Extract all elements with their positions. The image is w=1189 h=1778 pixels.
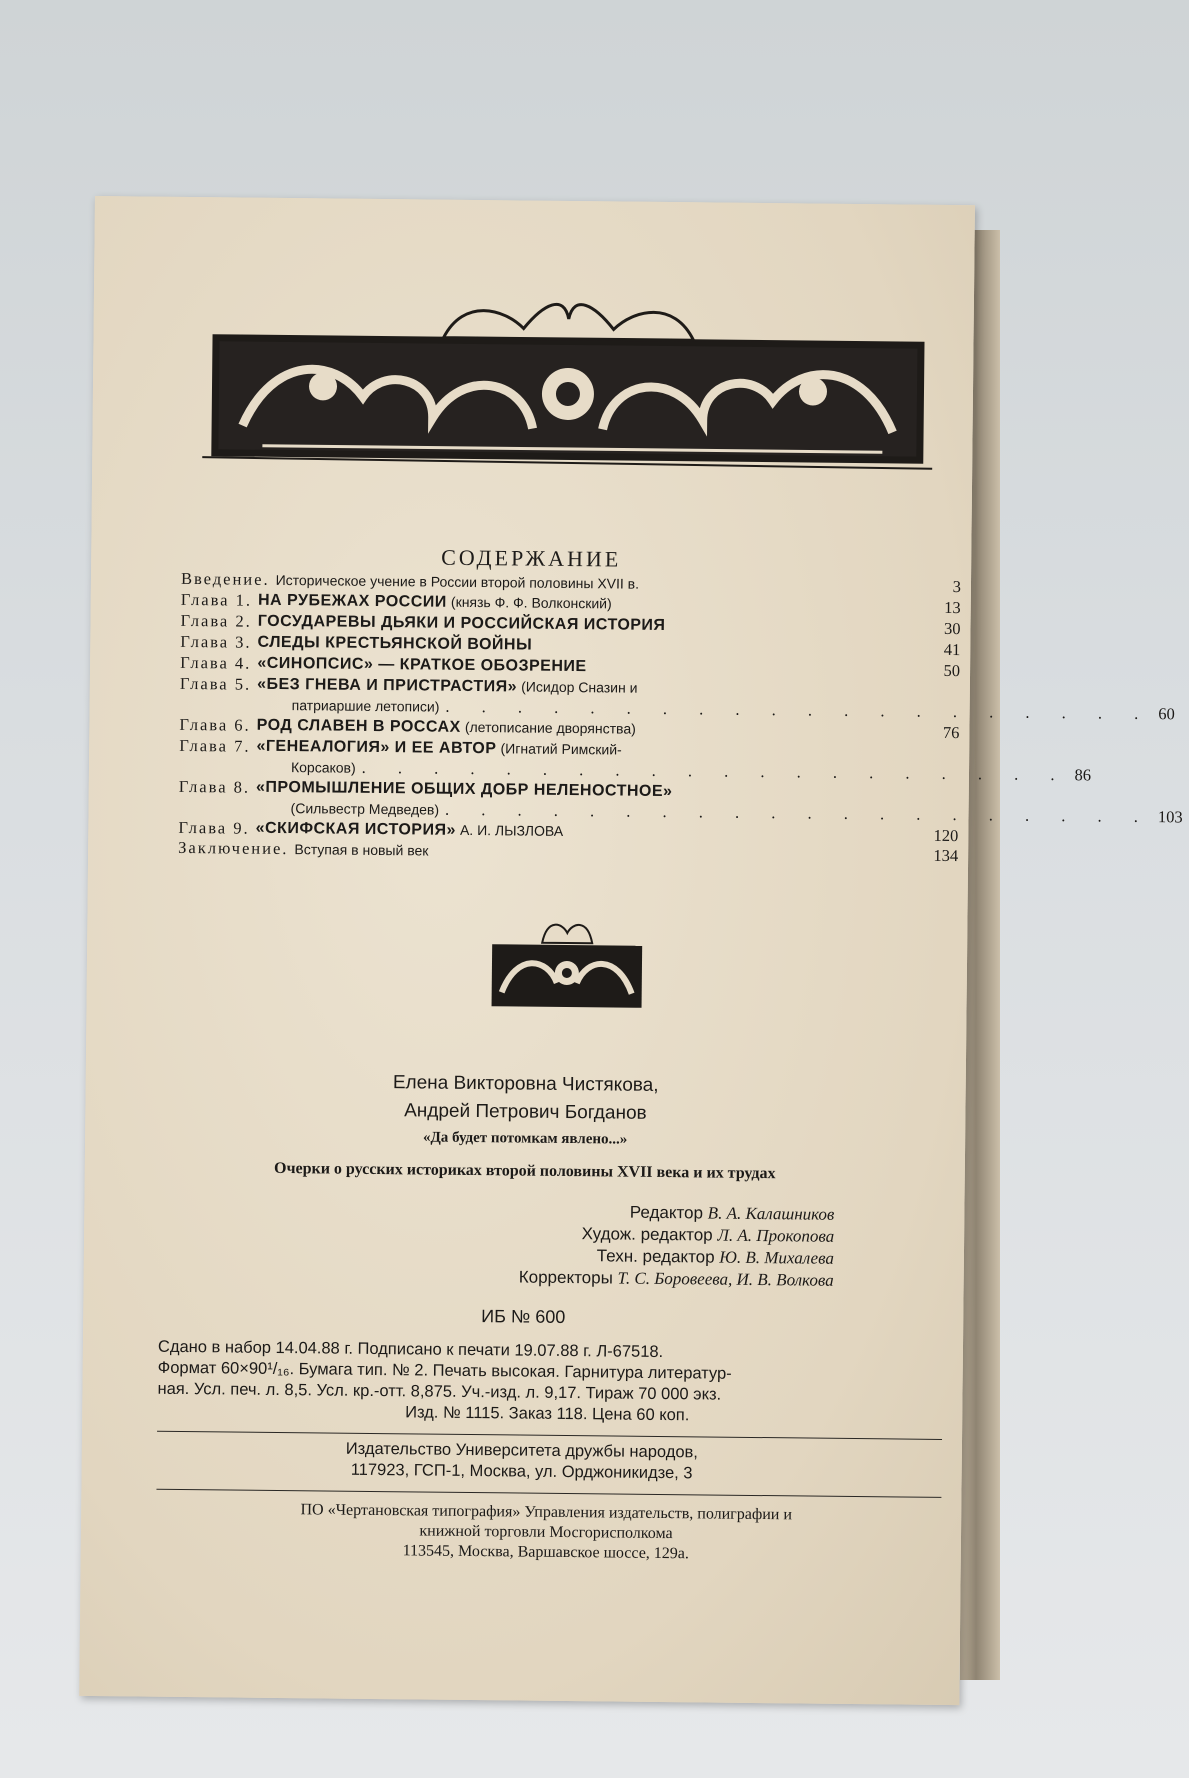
toc-entry-heading: ГОСУДАРЕВЫ ДЬЯКИ И РОССИЙСКАЯ ИСТОРИЯ [257,612,666,634]
tech-line: Изд. № 1115. Заказ 118. Цена 60 коп. [405,1403,690,1425]
toc-entry-label: Глава 9. [178,817,250,838]
toc-entry-subtitle: патриаршие летописи) [291,697,440,715]
credit-row [314,1264,834,1291]
toc-entry-heading: СЛЕДЫ КРЕСТЬЯНСКОЙ ВОЙНЫ [257,633,533,654]
credit-role: Техн. редактор [596,1246,715,1267]
author-name: Андрей Петрович Богданов [404,1100,647,1124]
publisher-line: 117923, ГСП-1, Москва, ул. Орджоникидзе, 3 [350,1460,693,1483]
credits-block [314,1198,835,1291]
toc-entry-heading: «ПРОМЫШЛЕНИЕ ОБЩИХ ДОБР НЕЛЕНОСТНОЕ» [255,778,673,801]
toc-entry-heading: «БЕЗ ГНЕВА И ПРИСТРАСТИЯ» [257,675,518,696]
toc-page-number: 3 [952,577,962,597]
tech-line: Сдано в набор 14.04.88 г. Подписано к печати 19.07.88 г. Л-67518. [157,1337,664,1362]
toc-page-number: 134 [933,845,959,866]
divider [156,1489,941,1498]
toc-entry-heading: НА РУБЕЖАХ РОССИИ [257,591,447,611]
publisher-line: Издательство Университета дружбы народов, [345,1439,699,1462]
toc-entry-label: Глава 1. [180,589,253,610]
toc-entry-subtitle: (Исидор Сназин и [521,678,638,696]
toc-entry-heading: «ГЕНЕАЛОГИЯ» И ЕЕ АВТОР [256,737,497,758]
toc-page-number: 120 [933,825,959,846]
toc-leader-dots: . . . . . . . . . . . . . . . . . . . . [444,799,1153,827]
toc-page-number: 30 [943,618,961,639]
toc-page-number: 13 [944,597,961,618]
tech-line: Формат 60×90¹/₁₆. Бумага тип. № 2. Печать высокая. Гарнитура литератур- [157,1358,732,1383]
toc-page-number: 50 [943,660,961,681]
toc-page-number: 76 [942,722,960,743]
toc-entry-label: Заключение. [178,837,289,859]
credit-role: Худож. редактор [581,1224,713,1245]
toc-heading: СОДЕРЖАНИЕ [441,544,622,572]
toc-entry-subtitle: Корсаков) [290,759,356,776]
toc-entry-label: Введение. [180,568,270,589]
toc-leader-dots: . . . . . . . . . . . . . . . . . . . . [361,757,1069,785]
decorative-tailpiece-ornament-icon [486,912,647,1014]
publisher-block [82,1436,962,1487]
toc-entry-subtitle: (Сильвестр Медведев) [290,800,440,818]
tech-line: ная. Усл. печ. л. 8,5. Усл. кр.-отт. 8,875. Уч.-изд. л. 9,17. Тираж 70 000 экз. [157,1379,722,1404]
author-name: Елена Викторовна Чистякова, [392,1072,659,1096]
toc-entry-label: Глава 5. [179,673,252,694]
toc-entry-label: Глава 6. [179,714,251,735]
authors-block [85,1066,966,1131]
book-subtitle: Очерки о русских историках второй половины XVII века и их трудах [273,1159,776,1183]
toc-page-number: 60 [1158,704,1175,724]
toc-leader-dots: . . . . . . . . . . . . . . . . . . . . [445,696,1153,724]
credit-names: Л. А. Прокопова [717,1225,835,1246]
toc-entry-heading: «СИНОПСИС» — КРАТКОЕ ОБОЗРЕНИЕ [257,654,587,676]
toc-page-number: 103 [1157,807,1183,827]
toc-entry-label: Глава 8. [178,776,251,797]
toc-entry-subtitle: (князь Ф. Ф. Волконский) [450,593,612,612]
credit-role: Корректоры [518,1267,613,1288]
book-title: «Да будет потомкам явлено...» [422,1129,628,1148]
table-of-contents [178,568,1183,866]
book-page [79,196,1183,1705]
credit-role: Редактор [629,1202,704,1223]
toc-entry-heading: «СКИФСКАЯ ИСТОРИЯ» [255,819,456,839]
toc-entry-subtitle: Историческое учение в России второй половины XVII в. [275,571,640,592]
ib-number: ИБ № 600 [481,1306,566,1327]
credit-names: Ю. В. Михалева [719,1247,835,1268]
decorative-headpiece-ornament-icon [202,295,934,478]
technical-details [157,1337,938,1429]
toc-entry-label: Глава 2. [180,610,252,631]
toc-entry-heading: РОД СЛАВЕН В РОССАХ [256,716,461,736]
printer-block [151,1499,942,1567]
credit-names: В. А. Калашников [707,1203,835,1224]
toc-page-number: 86 [1074,765,1092,785]
printer-line: 113545, Москва, Варшавское шоссе, 129а. [402,1542,690,1563]
printer-line: ПО «Чертановская типография» Управления издательств, полиграфии и [300,1501,793,1524]
toc-entry-label: Глава 3. [180,631,252,652]
toc-entry-subtitle: Вступая в новый век [294,841,429,859]
toc-entry-subtitle: А. И. ЛЫЗЛОВА [459,821,564,839]
toc-page-number: 41 [943,639,961,660]
toc-entry-label: Глава 7. [179,735,251,756]
credit-names: Т. С. Боровеева, И. В. Волкова [617,1268,834,1290]
toc-entry-label: Глава 4. [180,652,252,673]
printer-line: книжной торговли Мосгорисполкома [419,1522,673,1543]
toc-entry-subtitle: (летописание дворянства) [464,718,636,737]
toc-entry-subtitle: (Игнатий Римский- [500,740,622,758]
